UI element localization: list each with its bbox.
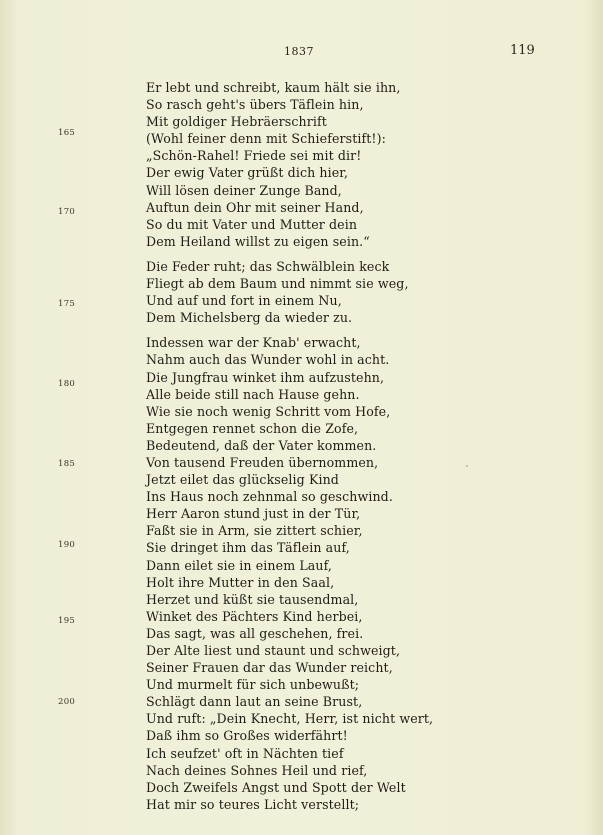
verse-line: Jetzt eilet das glückselig Kind xyxy=(146,472,339,488)
verse-line: Alle beide still nach Hause gehn. xyxy=(146,386,360,402)
verse-line: Von tausend Freuden übernommen, xyxy=(146,454,379,470)
verse-line: Herr Aaron stund just in der Tür, xyxy=(146,506,361,522)
verse-line: Faßt sie in Arm, sie zittert schier, xyxy=(146,523,363,539)
verse-line: Entgegen rennet schon die Zofe, xyxy=(146,420,359,436)
stanza-3 xyxy=(146,334,546,813)
line-number: 185 xyxy=(58,459,76,469)
poem-text xyxy=(146,79,546,813)
verse-line: Und auf und fort in einem Nu, xyxy=(146,293,342,309)
verse-line: Indessen war der Knab' erwacht, xyxy=(146,335,361,351)
line-number: 165 xyxy=(58,128,76,138)
verse-line: Hat mir so teures Licht verstellt; xyxy=(146,796,360,812)
verse-line: Der Alte liest und staunt und schweigt, xyxy=(146,643,401,658)
verse-line: Er lebt und schreibt, kaum hält sie ihn, xyxy=(146,80,401,95)
stanza-1 xyxy=(146,79,546,250)
verse-line: Dem Heiland willst zu eigen sein.“ xyxy=(146,233,370,249)
verse-line: Die Jungfrau winket ihm aufzustehn, xyxy=(146,369,385,385)
verse-line: Daß ihm so Großes widerfährt! xyxy=(146,728,348,744)
verse-line: (Wohl feiner denn mit Schieferstift!): xyxy=(146,131,386,147)
line-number: 195 xyxy=(58,616,76,626)
verse-line: Will lösen deiner Zunge Band, xyxy=(146,182,342,198)
stanza-gap xyxy=(146,326,546,334)
line-number: 190 xyxy=(58,540,76,550)
verse-line: Schlägt dann laut an seine Brust, xyxy=(146,694,363,710)
verse-line: Die Feder ruht; das Schwälblein keck xyxy=(146,258,390,274)
verse-line: „Schön-Rahel! Friede sei mit dir! xyxy=(146,148,362,164)
running-header-year: 1837 xyxy=(284,45,314,58)
verse-line: So du mit Vater und Mutter dein xyxy=(146,216,358,232)
verse-line: Seiner Frauen dar das Wunder reicht, xyxy=(146,660,393,676)
verse-line: Herzet und küßt sie tausendmal, xyxy=(146,591,359,607)
verse-line: Holt ihre Mutter in den Saal, xyxy=(146,574,335,590)
verse-line: So rasch geht's übers Täflein hin, xyxy=(146,97,364,113)
verse-line: Wie sie noch wenig Schritt vom Hofe, xyxy=(146,403,391,419)
verse-line: Fliegt ab dem Baum und nimmt sie weg, xyxy=(146,276,409,292)
verse-line: Dann eilet sie in einem Lauf, xyxy=(146,557,333,573)
line-number: 180 xyxy=(58,379,76,389)
verse-line: Und ruft: „Dein Knecht, Herr, ist nicht wert, xyxy=(146,711,434,727)
line-number: 175 xyxy=(58,299,76,309)
verse-line: Und murmelt für sich unbewußt; xyxy=(146,677,360,693)
verse-line: Winket des Pächters Kind herbei, xyxy=(146,608,363,624)
line-number: 170 xyxy=(58,207,76,217)
verse-line: Auftun dein Ohr mit seiner Hand, xyxy=(146,199,364,215)
page-number: 119 xyxy=(510,43,535,58)
verse-line: Der ewig Vater grüßt dich hier, xyxy=(146,165,349,181)
verse-line: Nach deines Sohnes Heil und rief, xyxy=(146,762,368,778)
verse-line: Ich seufzet' oft in Nächten tief xyxy=(146,745,344,761)
paper-speck xyxy=(466,465,468,467)
verse-line: Das sagt, was all geschehen, frei. xyxy=(146,625,364,641)
stanza-2 xyxy=(146,258,546,326)
verse-line: Nahm auch das Wunder wohl in acht. xyxy=(146,352,390,368)
verse-line: Sie dringet ihm das Täflein auf, xyxy=(146,540,350,556)
verse-line: Ins Haus noch zehnmal so geschwind. xyxy=(146,489,393,505)
stanza-gap xyxy=(146,250,546,258)
verse-line: Mit goldiger Hebräerschrift xyxy=(146,114,327,130)
verse-line: Dem Michelsberg da wieder zu. xyxy=(146,310,353,326)
verse-line: Doch Zweifels Angst und Spott der Welt xyxy=(146,779,406,795)
verse-line: Bedeutend, daß der Vater kommen. xyxy=(146,437,377,453)
line-number: 200 xyxy=(58,697,76,707)
